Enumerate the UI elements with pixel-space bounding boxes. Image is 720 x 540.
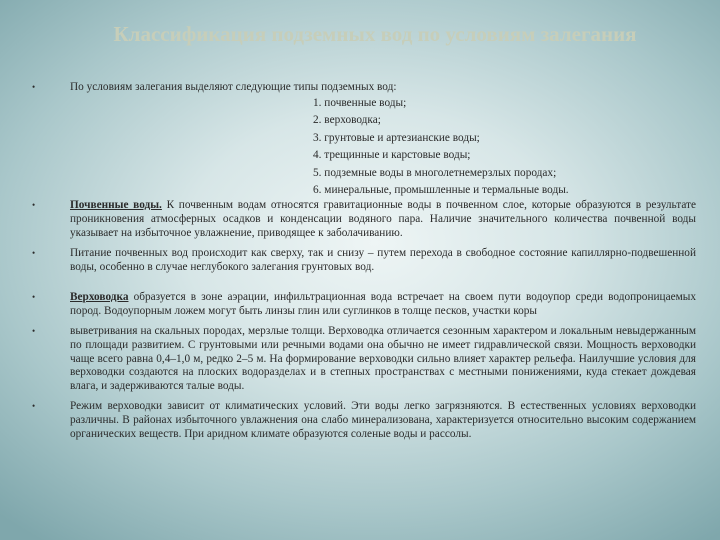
- perched-water-item: [32, 291, 696, 319]
- bullet: •: [32, 200, 36, 211]
- type-item: 5. подземные воды в многолетнемерзлых породах;: [313, 166, 557, 179]
- bullet: •: [32, 325, 36, 336]
- bullet: •: [32, 248, 36, 259]
- type-item: 4. трещинные и карстовые воды;: [313, 149, 471, 162]
- perched-features-text: выветривания на скальных породах, мерзлые толщи. Верховодка отличается сезонным характером и локальным невыдержанным по площади развитием. С грунтовыми или речными водами она обычно не имеет гидравлической связи. Мощность верховодки чаще всего равна 0,4–1,0 м, редко 2–5 м. На формирование верховодки сильно влияет характер рельефа. Наилучшие условия для верховодки создаются на плоских водоразделах и в степных пространствах с местными понижениями, куда стекает дождевая влага, и задерживаются талые воды.: [70, 324, 696, 393]
- type-item: 1. почвенные воды;: [313, 96, 407, 109]
- intro-item: [32, 81, 696, 199]
- bullet: •: [32, 401, 36, 412]
- slide-content: [32, 81, 696, 442]
- type-item: 6. минеральные, промышленные и термальные воды.: [313, 183, 569, 196]
- soil-feeding-text: Питание почвенных вод происходит как сверху, так и снизу – путем перехода в свободное состояние капиллярно-подвешенной воды, особенно в случае неглубокого залегания грунтовых вод.: [70, 247, 696, 273]
- bullet: •: [32, 291, 36, 302]
- perched-water-term: Верховодка: [70, 290, 129, 303]
- perched-regime-item: [32, 400, 696, 442]
- soil-water-text: К почвенным водам относятся гравитационные воды в почвенном слое, которые образуются в результате проникновения атмосферных осадков и конденсации водяного пара. Наличие значительного количества почвенной воды указывает на избыточное увлажнение, приводящее к заболачиванию.: [70, 199, 697, 240]
- perched-features-item: [32, 325, 696, 395]
- type-item: 2. верховодка;: [313, 114, 381, 127]
- perched-water-text: образуется в зоне аэрации, инфильтрационная вода встречает на своем пути водоупор среди водопроницаемых пород. Водоупорным ложем могут быть линзы глин или суглинков в толще песков, участки коры: [70, 290, 696, 317]
- intro-text: По условиям залегания выделяют следующие типы подземных вод:: [70, 81, 397, 93]
- soil-water-item: [32, 199, 696, 241]
- slide-title: Классификация подземных вод по условиям залегания: [113, 22, 637, 46]
- type-item: 3. грунтовые и артезианские воды;: [313, 131, 480, 144]
- soil-feeding-item: [32, 247, 696, 275]
- soil-water-term: Почвенные воды.: [70, 199, 162, 212]
- bullet: •: [32, 82, 36, 92]
- perched-regime-text: Режим верховодки зависит от климатических условий. Эти воды легко загрязняются. В естественных условиях верховодки различны. В районах избыточного увлажнения она слабо минерализована, характеризуется относительно высоким содержанием органических веществ. При аридном климате образуются соленые воды и рассолы.: [70, 400, 696, 441]
- types-list: [70, 95, 696, 199]
